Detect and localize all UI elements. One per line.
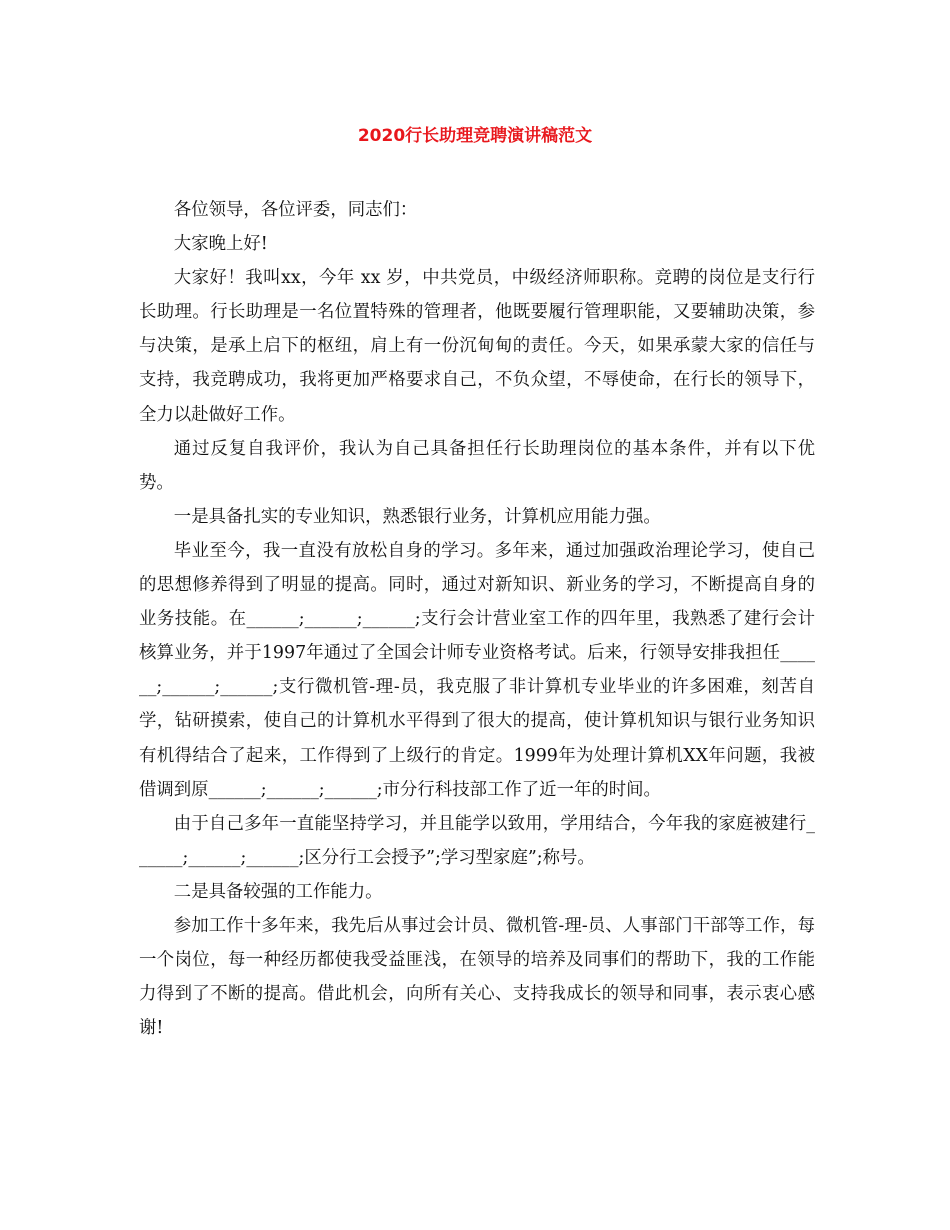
paragraph-work-experience: 参加工作十多年来，我先后从事过会计员、微机管-理-员、人事部门干部等工作，每一个岗位，每一种经历都使我受益匪浅，在领导的培养及同事们的帮助下，我的工作能力得到了不断的提高。借此机会，向所有关心、支持我成长的领导和同事，表示衷心感谢! (139, 915, 815, 1039)
paragraph-learning-family: 由于自己多年一直能坚持学习，并且能学以致用，学用结合，今年我的家庭被建行______;______;______;区分行工会授予”;学习型家庭”;称号。 (139, 813, 815, 868)
paragraph-self-evaluation: 通过反复自我评价，我认为自己具备担任行长助理岗位的基本条件，并有以下优势。 (139, 438, 815, 493)
paragraph-learning-experience: 毕业至今，我一直没有放松自身的学习。多年来，通过加强政治理论学习，使自己的思想修养得到了明显的提高。同时，通过对新知识、新业务的学习，不断提高自身的业务技能。在______;______;______;支行会计营业室工作的四年里，我熟悉了建行会计核算业务，并于1997年通过了全国会计师专业资格考试。后来，行领导安排我担任______;______;______;支行微机管-理-员，我克服了非计算机专业毕业的许多困难，刻苦自学，钻研摸索，使自己的计算机水平得到了很大的提高，使计算机知识与银行业务知识有机得结合了起来，工作得到了上级行的肯定。1999年为处理计算机XX年问题，我被借调到原______;______;______;市分行科技部工作了近一年的时间。 (139, 540, 815, 800)
paragraph-point-two-heading: 二是具备较强的工作能力。 (173, 881, 383, 902)
document-body (139, 193, 815, 1045)
paragraph-greeting: 各位领导，各位评委，同志们： (173, 200, 418, 220)
paragraph-good-evening: 大家晚上好! (173, 234, 268, 255)
document-title: 2020行长助理竞聘演讲稿范文 (357, 126, 593, 146)
paragraph-self-introduction: 大家好！我叫xx，今年 xx 岁，中共党员，中级经济师职称。竞聘的岗位是支行行长助理。行长助理是一名位置特殊的管理者，他既要履行管理职能，又要辅助决策，参与决策，是承上启下的枢纽，肩上有一份沉甸甸的责任。今天，如果承蒙大家的信任与支持，我竞聘成功，我将更加严格要求自己，不负众望，不辱使命，在行长的领导下，全力以赴做好工作。 (139, 268, 815, 425)
paragraph-point-one-heading: 一是具备扎实的专业知识，熟悉银行业务，计算机应用能力强。 (173, 506, 661, 527)
